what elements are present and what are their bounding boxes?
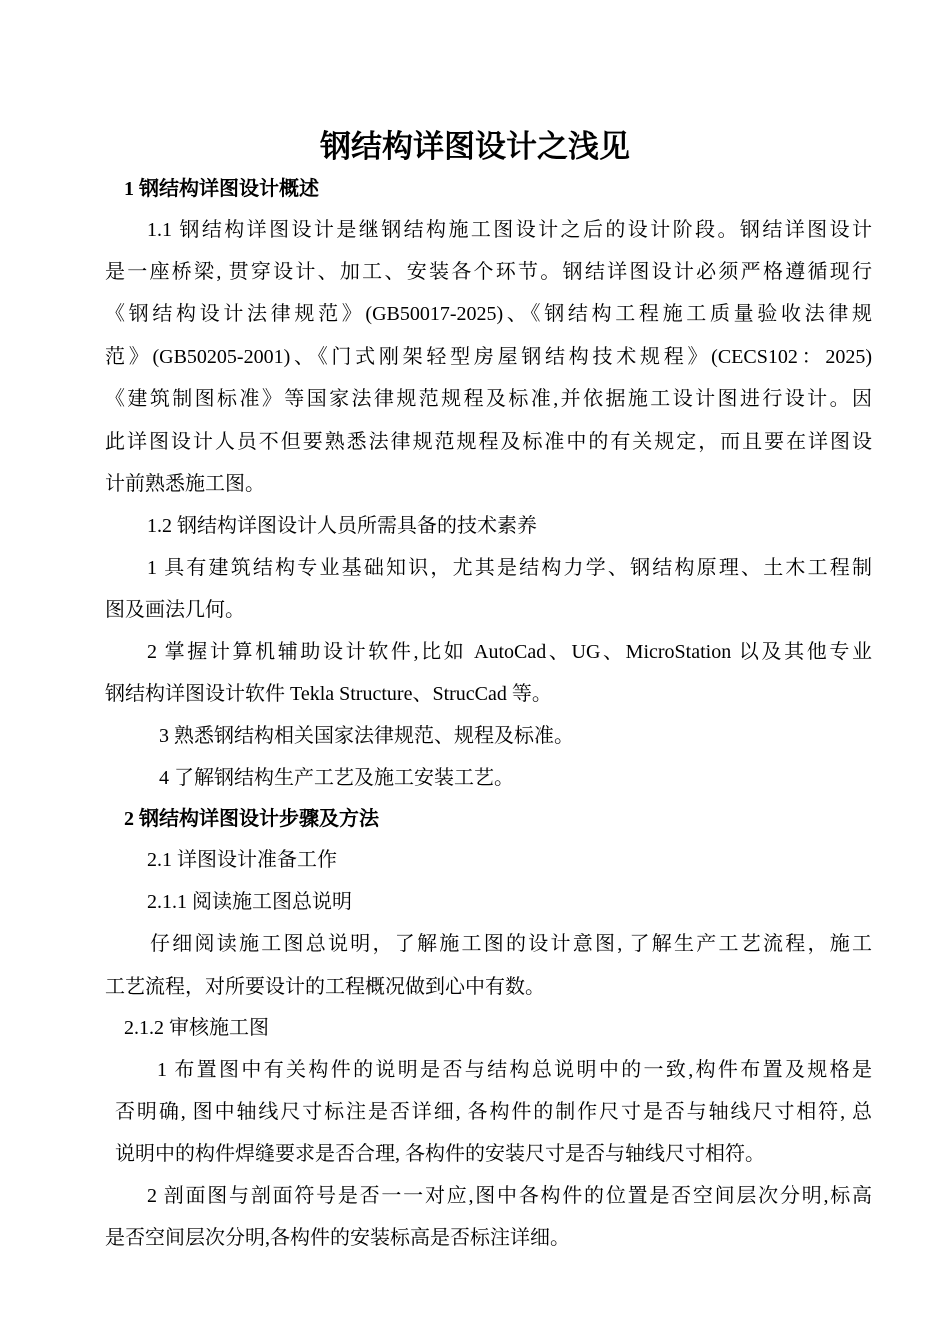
paragraph-1-1-line: 范》(GB50205-2001)、《门式刚架轻型房屋钢结构技术规程》(CECS102：2025) [105, 346, 872, 368]
list-item: 1 具有建筑结构专业基础知识，尤其是结构力学、钢结构原理、土木工程制 [147, 557, 872, 579]
review-item-line: 2 剖面图与剖面符号是否一一对应,图中各构件的位置是否空间层次分明,标高 [147, 1185, 872, 1207]
paragraph-1-1-line: 1.1 钢结构详图设计是继钢结构施工图设计之后的设计阶段。钢结详图设计 [147, 219, 872, 241]
list-item: 2 掌握计算机辅助设计软件,比如 AutoCad、UG、MicroStation 以及其他专业 [147, 641, 872, 663]
review-item-line: 1 布置图中有关构件的说明是否与结构总说明中的一致,构件布置及规格是 [157, 1059, 872, 1081]
paragraph-2-1-1-line: 仔细阅读施工图总说明，了解施工图的设计意图, 了解生产工艺流程，施工 [150, 933, 872, 955]
paragraph-1-1-line: 计前熟悉施工图。 [105, 473, 265, 495]
list-item: 4 了解钢结构生产工艺及施工安装工艺。 [159, 767, 514, 789]
subsection-1-2-heading: 1.2 钢结构详图设计人员所需具备的技术素养 [147, 515, 537, 537]
paragraph-1-1-line: 是一座桥梁, 贯穿设计、加工、安装各个环节。钢结详图设计必须严格遵循现行 [105, 261, 872, 283]
document-title: 钢结构详图设计之浅见 [320, 129, 630, 164]
paragraph-1-1-line: 《建筑制图标准》等国家法律规范规程及标准,并依据施工设计图进行设计。因 [105, 388, 872, 410]
list-item: 钢结构详图设计软件 Tekla Structure、StrucCad 等。 [105, 683, 552, 705]
paragraph-1-1-line: 《钢结构设计法律规范》(GB50017-2025)、《钢结构工程施工质量验收法律规 [105, 303, 872, 325]
paragraph-1-1-line: 此详图设计人员不但要熟悉法律规范规程及标准中的有关规定，而且要在详图设 [105, 431, 872, 453]
list-item: 图及画法几何。 [105, 599, 245, 621]
subsection-2-1-heading: 2.1 详图设计准备工作 [147, 849, 337, 871]
section-2-heading: 2 钢结构详图设计步骤及方法 [124, 808, 379, 830]
list-item: 3 熟悉钢结构相关国家法律规范、规程及标准。 [159, 725, 574, 747]
subsection-2-1-1-heading: 2.1.1 阅读施工图总说明 [147, 891, 352, 913]
paragraph-2-1-1-line: 工艺流程，对所要设计的工程概况做到心中有数。 [105, 976, 545, 998]
review-item-line: 是否空间层次分明,各构件的安装标高是否标注详细。 [105, 1227, 570, 1249]
review-item-line: 否明确, 图中轴线尺寸标注是否详细, 各构件的制作尺寸是否与轴线尺寸相符, 总 [115, 1101, 872, 1123]
subsection-2-1-2-heading: 2.1.2 审核施工图 [124, 1017, 269, 1039]
review-item-line: 说明中的构件焊缝要求是否合理, 各构件的安装尺寸是否与轴线尺寸相符。 [115, 1143, 765, 1165]
section-1-heading: 1 钢结构详图设计概述 [124, 178, 319, 200]
